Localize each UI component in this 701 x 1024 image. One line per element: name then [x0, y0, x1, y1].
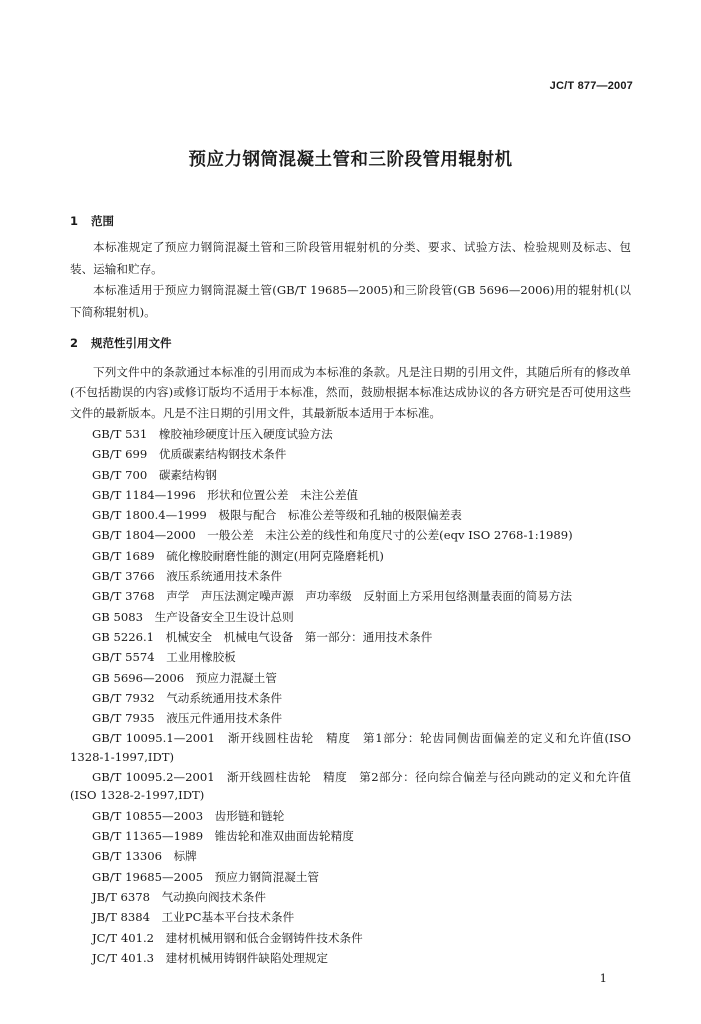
scope-paragraph-2: 本标准适用于预应力钢筒混凝土管(GB/T 19685—2005)和三阶段管(GB 5696—2006)用的辊射机(以下简称辊射机)。	[70, 283, 631, 319]
list-item: JC/T 401.2 建材机械用钢和低合金钢铸件技术条件	[92, 930, 363, 945]
list-item: GB/T 3766 液压系统通用技术条件	[92, 569, 283, 584]
list-item: JC/T 401.3 建材机械用铸钢件缺陷处理规定	[92, 950, 328, 965]
list-item: GB/T 700 碳素结构钢	[92, 467, 217, 482]
section-1-heading	[70, 213, 114, 229]
list-item: GB 5083 生产设备安全卫生设计总则	[92, 609, 294, 624]
section-1-title: 范围	[91, 214, 114, 228]
list-item: GB/T 13306 标牌	[92, 849, 197, 864]
list-item: GB/T 10095.2—2001 渐开线圆柱齿轮 精度 第2部分：径向综合偏差与径向跳动的定义和允许值(ISO 1328-2-1997,IDT)	[70, 769, 631, 803]
list-item: JB/T 8384 工业PC基本平台技术条件	[92, 910, 295, 925]
list-item: GB/T 531 橡胶袖珍硬度计压入硬度试验方法	[92, 427, 333, 441]
document-title: 预应力钢筒混凝土管和三阶段管用辊射机	[188, 150, 513, 170]
list-item: GB/T 1689 硫化橡胶耐磨性能的测定(用阿克隆磨耗机)	[92, 548, 384, 563]
reference-list	[70, 424, 631, 968]
list-item: GB/T 7932 气动系统通用技术条件	[92, 690, 283, 705]
list-item: GB/T 11365—1989 锥齿轮和准双曲面齿轮精度	[92, 829, 354, 844]
list-item: GB/T 1184—1996 形状和位置公差 未注公差值	[92, 487, 359, 502]
scope-paragraph-1: 本标准规定了预应力钢筒混凝土管和三阶段管用辊射机的分类、要求、试验方法、检验规则及标志、包装、运输和贮存。	[70, 240, 631, 276]
list-item: GB/T 1800.4—1999 极限与配合 标准公差等级和孔轴的极限偏差表	[92, 508, 462, 523]
section-2-heading	[70, 335, 172, 351]
list-item: GB/T 10095.1—2001 渐开线圆柱齿轮 精度 第1部分：轮齿同侧齿面偏差的定义和允许值(ISO 1328-1-1997,IDT)	[70, 731, 631, 765]
list-item: GB/T 7935 液压元件通用技术条件	[92, 711, 283, 726]
list-item: GB 5696—2006 预应力混凝土管	[92, 670, 277, 685]
list-item: GB 5226.1 机械安全 机械电气设备 第一部分：通用技术条件	[92, 629, 433, 644]
list-item: GB/T 1804—2000 一般公差 未注公差的线性和角度尺寸的公差(eqv ISO 2768-1:1989)	[92, 528, 573, 543]
standard-code: JC/T 877—2007	[549, 80, 633, 92]
list-item: GB/T 3768 声学 声压法测定噪声源 声功率级 反射面上方采用包络测量表面的简易方法	[92, 589, 572, 604]
list-item: GB/T 699 优质碳素结构钢技术条件	[92, 447, 287, 462]
section-2-number: 2	[70, 336, 79, 350]
page-number: 1	[599, 971, 607, 985]
list-item: JB/T 6378 气动换向阀技术条件	[92, 890, 266, 905]
references-intro: 下列文件中的条款通过本标准的引用而成为本标准的条款。凡是注日期的引用文件，其随后所有的修改单(不包括勘误的内容)或修订版均不适用于本标准，然而，鼓励根据本标准达成协议的各方研究是否可使用这些文件的最新版本。凡是不注日期的引用文件，其最新版本适用于本标准。	[70, 365, 631, 420]
list-item: GB/T 19685—2005 预应力钢筒混凝土管	[92, 869, 320, 884]
list-item: GB/T 10855—2003 齿形链和链轮	[92, 808, 285, 823]
section-1-number: 1	[70, 214, 79, 228]
section-2-title: 规范性引用文件	[91, 336, 172, 350]
list-item: GB/T 5574 工业用橡胶板	[92, 650, 236, 665]
